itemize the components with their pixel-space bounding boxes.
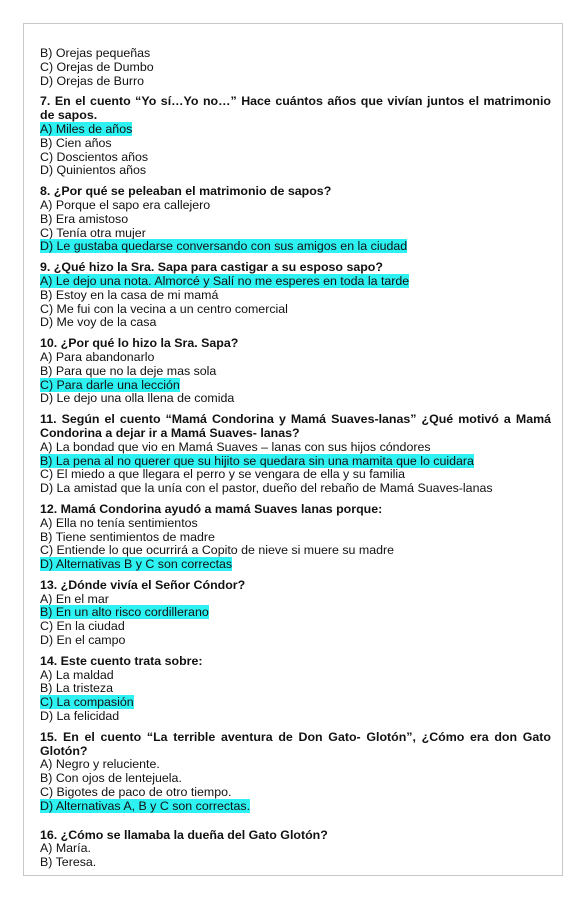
answer-option bbox=[40, 634, 551, 648]
question-block bbox=[40, 503, 551, 572]
answer-text: B) Orejas pequeñas bbox=[40, 46, 151, 60]
highlighted-answer-text: B) La pena al no querer que su hijito se quedara sin una mamita que lo cuidara bbox=[40, 453, 474, 468]
answer-text: C) Tenía otra mujer bbox=[40, 225, 146, 240]
answer-text: D) Orejas de Burro bbox=[40, 73, 144, 88]
answer-text: A) Porque el sapo era callejero bbox=[40, 197, 211, 212]
answer-option bbox=[40, 758, 551, 772]
answer-text: D) La felicidad bbox=[40, 709, 120, 724]
answer-text: A) Ella no tenía sentimientos bbox=[40, 515, 198, 530]
answer-option bbox=[40, 441, 551, 455]
answer-option bbox=[40, 351, 551, 365]
answer-option bbox=[40, 137, 551, 151]
quiz-content bbox=[40, 47, 551, 870]
answer-option bbox=[40, 482, 551, 496]
answer-text: D) La amistad que la unía con el pastor, dueño del rebaño de Mamá Suaves-lanas bbox=[40, 481, 493, 496]
answer-text: C) Bigotes de paco de otro tiempo. bbox=[40, 785, 232, 800]
answer-option bbox=[40, 75, 551, 89]
answer-text: B) Cien años bbox=[40, 135, 112, 150]
answer-option bbox=[40, 468, 551, 482]
answer-option bbox=[40, 772, 551, 786]
question-text: 15. En el cuento “La terrible aventura de Don Gato- Glotón”, ¿Cómo era don Gato Glotón? bbox=[40, 729, 551, 758]
answer-option bbox=[40, 227, 551, 241]
question-text: 11. Según el cuento “Mamá Condorina y Mamá Suaves-lanas” ¿Qué motivó a Mamá Condorina a dejar ir a Mamá Suaves- lanas? bbox=[40, 412, 551, 440]
answer-option bbox=[40, 620, 551, 634]
answer-text: D) Le dejo una olla llena de comida bbox=[40, 391, 235, 406]
question-block bbox=[40, 337, 551, 406]
answer-option bbox=[40, 682, 551, 696]
answer-option bbox=[40, 786, 551, 800]
question-block bbox=[40, 579, 551, 648]
answer-option bbox=[40, 856, 551, 870]
question-block bbox=[40, 829, 551, 870]
answer-text: B) Para que no la deje mas sola bbox=[40, 363, 217, 378]
answer-text: C) Doscientos años bbox=[40, 149, 149, 164]
answer-option bbox=[40, 151, 551, 165]
answer-option bbox=[40, 164, 551, 178]
answer-option bbox=[40, 669, 551, 683]
question-block bbox=[40, 261, 551, 330]
answer-option bbox=[40, 379, 551, 393]
answer-option bbox=[40, 213, 551, 227]
question-text: 14. Este cuento trata sobre: bbox=[40, 653, 203, 668]
answer-option bbox=[40, 544, 551, 558]
highlighted-answer-text: D) Alternativas B y C son correctas bbox=[40, 557, 233, 572]
answer-text: B) La tristeza bbox=[40, 681, 113, 696]
answer-text: D) Me voy de la casa bbox=[40, 315, 157, 330]
answer-text: D) Quinientos años bbox=[40, 163, 147, 178]
question-block bbox=[40, 95, 551, 178]
answer-text: A) La bondad que vio en Mamá Suaves – lanas con sus hijos cóndores bbox=[40, 439, 431, 454]
question-text: 13. ¿Dónde vivía el Señor Cóndor? bbox=[40, 577, 246, 592]
answer-option bbox=[40, 61, 551, 75]
answer-text: A) Negro y reluciente. bbox=[40, 757, 160, 772]
answer-option bbox=[40, 240, 551, 254]
answer-text: B) Con ojos de lentejuela. bbox=[40, 771, 182, 786]
answer-option bbox=[40, 47, 551, 61]
answer-option bbox=[40, 517, 551, 531]
answer-option bbox=[40, 710, 551, 724]
question-text: 16. ¿Cómo se llamaba la dueña del Gato Glotón? bbox=[40, 827, 328, 842]
answer-option bbox=[40, 289, 551, 303]
answer-text: A) María. bbox=[40, 841, 91, 856]
answer-text: B) Era amistoso bbox=[40, 211, 129, 226]
answer-text: C) Orejas de Dumbo bbox=[40, 59, 154, 74]
answer-option bbox=[40, 455, 551, 469]
question-block bbox=[40, 731, 551, 814]
answer-text: C) En la ciudad bbox=[40, 619, 125, 634]
answer-option bbox=[40, 696, 551, 710]
answer-option bbox=[40, 531, 551, 545]
question-text: 12. Mamá Condorina ayudó a mamá Suaves lanas porque: bbox=[40, 501, 383, 516]
answer-option bbox=[40, 392, 551, 406]
highlighted-answer-text: B) En un alto risco cordillerano bbox=[40, 605, 209, 620]
answer-text: C) Me fui con la vecina a un centro comercial bbox=[40, 301, 288, 316]
answer-text: B) Tiene sentimientos de madre bbox=[40, 529, 215, 544]
question-block bbox=[40, 413, 551, 496]
highlighted-answer-text: D) Le gustaba quedarse conversando con sus amigos en la ciudad bbox=[40, 239, 408, 254]
answer-text: A) La maldad bbox=[40, 667, 114, 682]
question-text: 10. ¿Por qué lo hizo la Sra. Sapa? bbox=[40, 336, 239, 351]
answer-text: A) Para abandonarlo bbox=[40, 349, 155, 364]
question-block bbox=[40, 185, 551, 254]
answer-text: B) Estoy en la casa de mi mamá bbox=[40, 287, 219, 302]
answer-option bbox=[40, 606, 551, 620]
highlighted-answer-text: D) Alternativas A, B y C son correctas. bbox=[40, 798, 251, 813]
answer-text: B) Teresa. bbox=[40, 855, 97, 870]
answer-option bbox=[40, 199, 551, 213]
question-text: 8. ¿Por qué se peleaban el matrimonio de sapos? bbox=[40, 184, 332, 199]
answer-option bbox=[40, 316, 551, 330]
question-text: 7. En el cuento “Yo sí…Yo no…” Hace cuántos años que vivían juntos el matrimonio de sapos. bbox=[40, 94, 551, 123]
highlighted-answer-text: A) Le dejo una nota. Almorcé y Salí no me esperes en toda la tarde bbox=[40, 273, 410, 288]
answer-option bbox=[40, 123, 551, 137]
answer-option bbox=[40, 800, 551, 814]
answer-option bbox=[40, 593, 551, 607]
question-text: 9. ¿Qué hizo la Sra. Sapa para castigar a su esposo sapo? bbox=[40, 260, 383, 275]
answer-text: A) En el mar bbox=[40, 591, 109, 606]
answer-option bbox=[40, 275, 551, 289]
highlighted-answer-text: C) La compasión bbox=[40, 695, 134, 710]
answer-option bbox=[40, 842, 551, 856]
answer-option bbox=[40, 558, 551, 572]
answer-option bbox=[40, 365, 551, 379]
answer-text: C) El miedo a que llegara el perro y se vengara de ella y su familia bbox=[40, 467, 406, 482]
answer-text: C) Entiende lo que ocurrirá a Copito de nieve si muere su madre bbox=[40, 543, 395, 558]
answer-text: D) En el campo bbox=[40, 633, 126, 648]
highlighted-answer-text: A) Miles de años bbox=[40, 121, 133, 136]
answer-option bbox=[40, 303, 551, 317]
question-block bbox=[40, 655, 551, 724]
highlighted-answer-text: C) Para darle una lección bbox=[40, 377, 180, 392]
